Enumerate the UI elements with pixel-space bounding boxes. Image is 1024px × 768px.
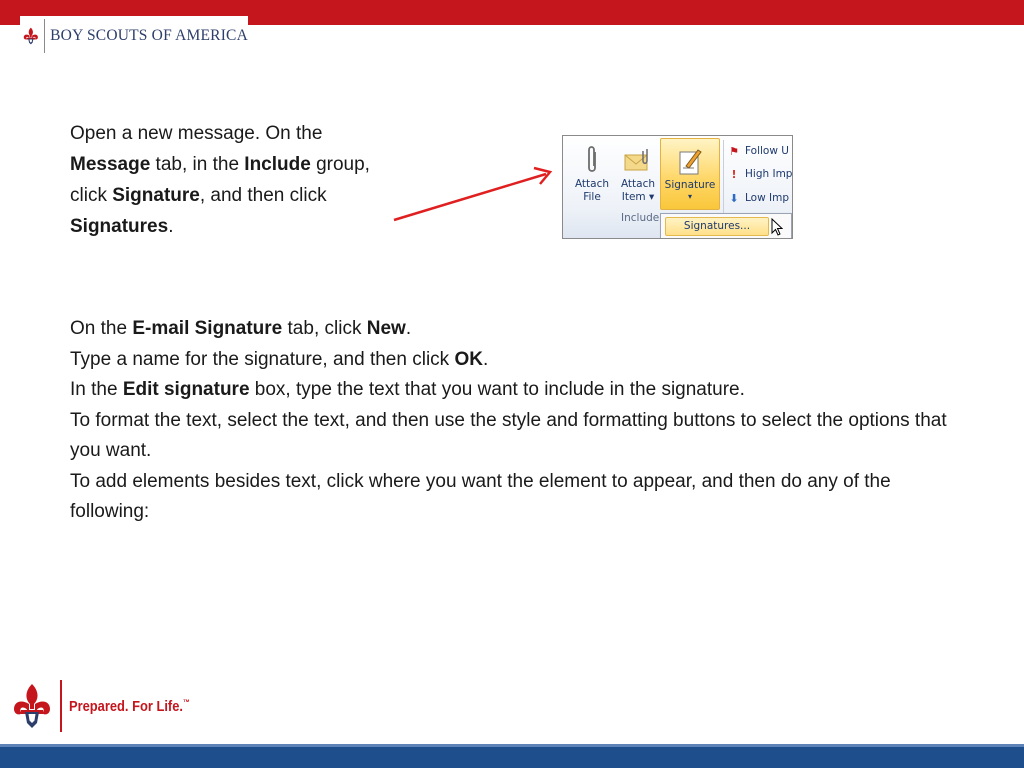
high-importance-button[interactable] xyxy=(727,164,793,184)
paperclip-icon xyxy=(584,144,600,176)
trademark-symbol: ™ xyxy=(182,697,190,707)
footer-logo xyxy=(12,680,210,732)
instruction-text: . xyxy=(482,348,489,370)
step1-bold-include: Include xyxy=(244,154,311,175)
step1-text: , and then click xyxy=(199,185,327,206)
exclamation-icon: ! xyxy=(731,167,737,181)
instruction-line: To format the text, select the text, and then use the style and formatting buttons to select the options that you want. xyxy=(70,409,947,461)
step2-instructions xyxy=(70,314,950,528)
header-logo xyxy=(20,16,248,56)
follow-up-button[interactable] xyxy=(727,141,793,161)
mouse-cursor-icon xyxy=(771,218,783,236)
attach-item-button[interactable] xyxy=(615,138,661,210)
signature-dropdown-menu xyxy=(660,213,792,239)
step1-bold-message: Message xyxy=(70,154,151,175)
pointer-arrow xyxy=(388,160,563,230)
flag-icon: ⚑ xyxy=(729,144,739,158)
chevron-down-icon: ▾ xyxy=(687,192,692,201)
instruction-text: Type a name for the signature, and then click xyxy=(70,348,455,370)
step1-bold-signatures: Signatures xyxy=(70,216,169,237)
signature-pen-icon xyxy=(676,146,704,176)
signatures-menu-item[interactable]: Signatures... xyxy=(665,217,769,236)
low-importance-label: Low Imp xyxy=(745,192,790,204)
bold-email-signature: E-mail Signature xyxy=(132,318,283,339)
instruction-text: box, type the text that you want to include in the signature. xyxy=(249,379,745,400)
follow-up-label: Follow U xyxy=(745,145,789,157)
bold-ok: OK xyxy=(454,348,483,370)
step1-text: group, click xyxy=(70,154,370,206)
signature-button[interactable] xyxy=(660,138,720,210)
step1-text: Open a new message. On the xyxy=(70,123,323,144)
footer-tagline xyxy=(69,698,190,715)
bottom-bar-highlight xyxy=(0,744,1024,747)
attach-file-label: File xyxy=(583,191,601,203)
step1-instructions xyxy=(70,118,370,242)
instruction-line xyxy=(70,375,950,406)
attach-file-button[interactable] xyxy=(569,138,615,210)
attach-item-label: Item ▾ xyxy=(621,191,655,203)
instruction-line xyxy=(70,345,950,376)
down-arrow-icon: ⬇ xyxy=(729,191,739,205)
include-group-label: Include xyxy=(621,212,660,224)
fleur-de-lis-icon xyxy=(12,682,52,730)
signature-label: Signature xyxy=(664,179,716,191)
bold-new: New xyxy=(366,318,406,339)
step1-text: tab, in the xyxy=(150,154,245,175)
instruction-text: tab, click xyxy=(282,318,367,339)
tagline-text: Prepared. For Life. xyxy=(69,697,183,715)
attach-file-label: Attach xyxy=(574,178,610,190)
outlook-ribbon-screenshot xyxy=(562,135,793,239)
instruction-line: To add elements besides text, click where you want the element to appear, and then do any of the following: xyxy=(70,470,891,522)
org-name: BOY SCOUTS OF AMERICA xyxy=(50,27,248,44)
step1-text: . xyxy=(168,216,174,237)
instruction-line xyxy=(70,314,950,345)
instruction-text: . xyxy=(405,318,412,339)
low-importance-button[interactable] xyxy=(727,188,793,208)
high-importance-label: High Imp xyxy=(745,168,793,180)
footer-divider xyxy=(60,680,62,732)
bold-edit-signature: Edit signature xyxy=(122,379,250,400)
bottom-blue-bar xyxy=(0,744,1024,768)
envelope-attach-icon xyxy=(623,147,653,173)
instruction-text: In the xyxy=(70,379,123,400)
step1-bold-signature: Signature xyxy=(112,185,200,206)
attach-item-label: Attach xyxy=(620,178,656,190)
fleur-de-lis-icon xyxy=(22,17,40,55)
instruction-text: On the xyxy=(70,318,133,339)
